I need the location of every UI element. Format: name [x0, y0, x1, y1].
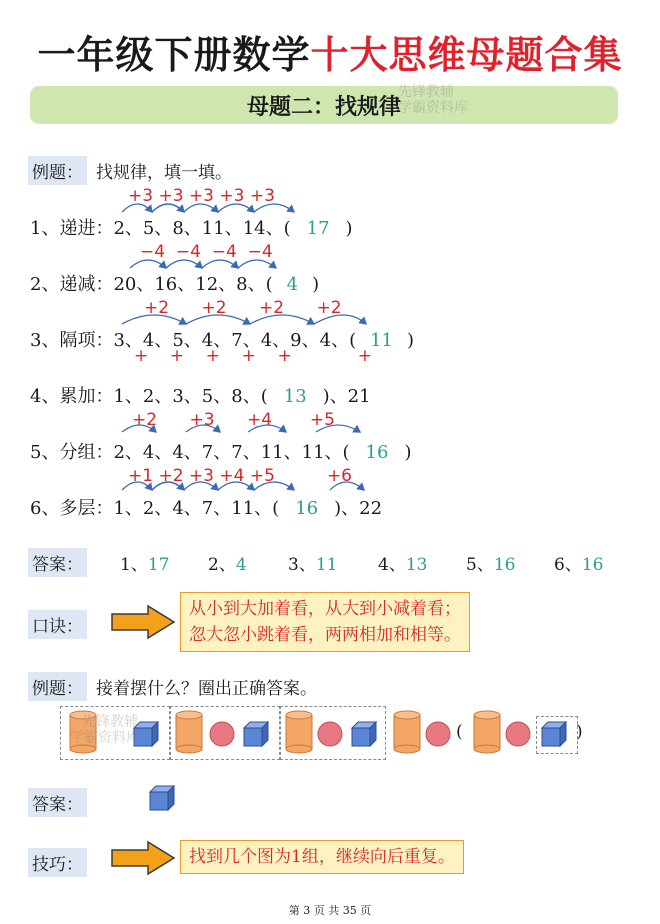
op-label: +2 [144, 298, 170, 318]
op-label: +4 [219, 466, 245, 486]
op-label: + [169, 346, 185, 366]
op-label: +2 [316, 298, 342, 318]
op-label: +3 [188, 466, 214, 486]
watermark-middle [70, 714, 140, 746]
op-label: +2 [259, 298, 285, 318]
answer-value: 17 [147, 555, 170, 575]
op-label: +4 [247, 410, 273, 430]
answer-number: 4、 [378, 555, 406, 575]
cube-shape [150, 786, 174, 810]
row-sequence: 1、2、4、7、11、( [113, 498, 280, 519]
circle-shape [506, 722, 530, 746]
example2-text: 接着摆什么？圈出正确答案。 [96, 679, 317, 699]
op-label: −4 [211, 242, 237, 262]
op-label: +1 [128, 466, 154, 486]
row-sequence: 3、4、5、4、7、4、9、4、( [113, 330, 357, 351]
watermark-line1: 先锋教辅 [398, 84, 454, 100]
row-sequence: 2、5、8、11、14、( [113, 218, 291, 239]
tip-box [180, 840, 464, 874]
row-sequence: 1、2、3、5、8、( [113, 386, 268, 407]
cube-shape [244, 722, 268, 746]
watermark-line1: 先锋教辅 [82, 714, 138, 730]
answer-value: 16 [493, 555, 516, 575]
arrow-right-icon [110, 840, 176, 876]
row-close-paren: ) [322, 386, 330, 407]
tip-text: 找到几个图为1组，继续向后重复。 [189, 847, 455, 867]
row-after: 、21 [329, 386, 371, 407]
row-answer: 16 [365, 442, 389, 463]
page-footer: 第 3 页 共 35 页 [288, 904, 372, 917]
op-label: + [357, 346, 372, 366]
cylinder-shape [474, 711, 500, 753]
op-label: + [134, 346, 149, 366]
circle-shape [318, 722, 342, 746]
title-red: 十大思维母题合集 [310, 33, 623, 77]
row-answer: 17 [306, 218, 330, 239]
answer-value: 16 [581, 555, 604, 575]
op-label: +3 [128, 186, 154, 206]
op-label: +3 [158, 186, 184, 206]
watermark-line2: 学霸资料库 [398, 100, 468, 116]
row-answer: 13 [283, 386, 307, 407]
op-label: +2 [201, 298, 227, 318]
cylinder-shape [176, 711, 202, 753]
cylinder-shape [286, 711, 312, 753]
op-label: + [205, 346, 220, 366]
example1-text: 找规律，填一填。 [96, 163, 232, 183]
row-close-paren: ) [345, 218, 353, 239]
circle-shape [426, 722, 450, 746]
row-number: 4、累加： [30, 386, 114, 407]
paren-close: ) [576, 722, 583, 742]
answer-number: 2、 [208, 555, 236, 575]
answer-number: 1、 [120, 555, 148, 575]
rhyme-label: 口诀： [28, 610, 87, 639]
row-number: 3、隔项： [30, 330, 114, 351]
op-label: + [277, 346, 292, 366]
row-answer: 11 [370, 330, 393, 351]
row-number: 5、分组： [30, 442, 114, 463]
banner-title: 母题二：找规律 [246, 95, 401, 120]
rhyme-line-1: 从小到大加着看，从大到小减着看； [189, 599, 461, 619]
op-label: +5 [249, 466, 275, 486]
cube-shape [352, 722, 376, 746]
answer-number: 5、 [466, 555, 494, 575]
answer-value: 11 [315, 555, 338, 575]
op-label: + [241, 346, 256, 366]
op-label: −4 [175, 242, 201, 262]
op-label: +3 [189, 410, 215, 430]
answers-label: 答案： [28, 548, 87, 577]
row-close-paren: ) [312, 274, 320, 295]
title-black: 一年级下册数学 [37, 33, 311, 77]
answer2-label: 答案： [28, 788, 87, 817]
row-close-paren: ) [404, 442, 412, 463]
op-label: +6 [326, 466, 352, 486]
answer-number: 6、 [554, 555, 582, 575]
row-close-paren: ) [334, 498, 342, 519]
op-label: −4 [140, 242, 166, 262]
watermark-line2: 学霸资料库 [70, 730, 140, 746]
row-number: 1、递进： [30, 218, 114, 239]
row-answer: 16 [295, 498, 319, 519]
rhyme-line-2: 忽大忽小跳着看，两两相加和相等。 [189, 625, 461, 645]
op-label: +3 [188, 186, 214, 206]
op-label: +2 [132, 410, 158, 430]
paren-open: ( [456, 722, 463, 742]
tip-label: 技巧： [28, 848, 87, 877]
row-sequence: 2、4、4、7、7、11、11、( [113, 442, 350, 463]
answer-value: 4 [235, 555, 247, 575]
op-label: +5 [309, 410, 335, 430]
op-label: +2 [158, 466, 184, 486]
row-after: 、22 [341, 498, 383, 519]
row-number: 2、递减： [30, 274, 114, 295]
row-answer: 4 [286, 274, 299, 295]
op-label: −4 [247, 242, 273, 262]
row-close-paren: ) [407, 330, 415, 351]
op-label: +3 [249, 186, 275, 206]
example2-label: 例题： [28, 672, 87, 701]
row-number: 6、多层： [30, 498, 114, 519]
example1-label: 例题： [28, 156, 87, 185]
op-label: +3 [219, 186, 245, 206]
circle-shape [210, 722, 234, 746]
cylinder-shape [394, 711, 420, 753]
row-sequence: 20、16、12、8、( [113, 274, 273, 295]
answer-number: 3、 [288, 555, 316, 575]
answer-value: 13 [405, 555, 428, 575]
cube-shape [542, 722, 566, 746]
